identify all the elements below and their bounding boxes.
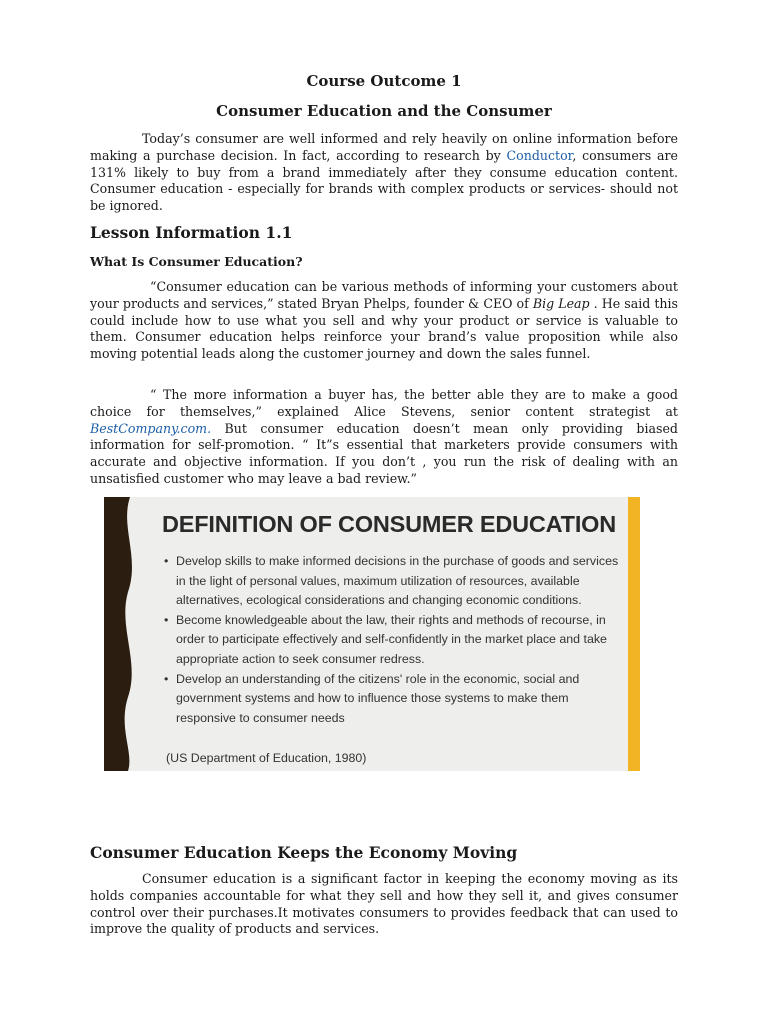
question-heading: What Is Consumer Education? — [90, 254, 303, 269]
figure-bullet-text: Develop an understanding of the citizens' role in the economic, social and government systems and how to influence those systems to make them responsive to consumer needs — [176, 671, 580, 725]
bestcompany-link[interactable]: BestCompany.com. — [90, 420, 212, 436]
course-outcome-heading: Course Outcome 1 — [306, 72, 462, 90]
definition-figure — [104, 497, 640, 771]
figure-bullet-list — [160, 552, 620, 728]
page-subtitle: Consumer Education and the Consumer — [216, 102, 552, 120]
definition-text-1: “Consumer education can be various methods of informing your customers about your products and services,” stated Bryan Phelps, founder & CEO of — [90, 279, 678, 311]
figure-bullet: • Become knowledgeable about the law, their rights and methods of recourse, in order to participate effectively and self-confidently in the market place and take appropriate action to seek consumer redress. — [164, 612, 607, 666]
conductor-link[interactable]: Conductor — [506, 147, 573, 163]
definition-text-2: . He said this could include how to use what you sell and why your product or service is valuable to them. Consumer education helps reinforce your brand’s value proposition while also moving potential leads along the customer journey and down the sales funnel. — [90, 295, 679, 362]
accent-bar — [628, 497, 640, 771]
economy-text: Consumer education is a significant factor in keeping the economy moving as its holds companies accountable for what they sell and how they sell it, and gives consumer control over their purchases.It motivates consumers to provides feedback that can used to improve the quality of products and services. — [90, 871, 678, 937]
figure-bullet: • Develop skills to make informed decisions in the purchase of goods and services in the light of personal values, maximum utilization of resources, available alternatives, ecological considerations and changing economic conditions. — [164, 554, 619, 608]
definition-paragraph — [90, 279, 678, 363]
information-text-1: “ The more information a buyer has, the better able they are to make a good choice for themselves,” explained Alice Stevens, senior content strategist at — [90, 387, 678, 419]
figure-bullet: • Develop an understanding of the citizens' role in the economic, social and government systems and how to influence those systems to make them responsive to consumer needs — [164, 671, 580, 725]
information-paragraph — [90, 387, 678, 488]
economy-paragraph — [90, 871, 678, 938]
economy-heading: Consumer Education Keeps the Economy Moving — [90, 843, 518, 862]
big-leap-name: Big Leap — [532, 295, 590, 311]
intro-text-2: , consumers are 131% likely to buy from a brand immediately after they consume education content. Consumer education - especially for brands with complex products or services- should not be ignored. — [90, 147, 678, 214]
figure-source: (US Department of Education, 1980) — [166, 751, 367, 765]
intro-paragraph — [90, 131, 678, 215]
figure-bullet-text: Become knowledgeable about the law, their rights and methods of recourse, in order to participate effectively and self-confidently in the market place and take appropriate action to seek consumer redress. — [176, 612, 607, 666]
figure-title: DEFINITION OF CONSUMER EDUCATION — [162, 511, 617, 537]
lesson-heading: Lesson Information 1.1 — [90, 223, 293, 242]
wave-border-decoration — [104, 497, 150, 771]
intro-text-1: Today’s consumer are well informed and rely heavily on online information before making a purchase decision. In fact, according to research by — [90, 131, 678, 163]
figure-bullet-text: Develop skills to make informed decisions in the purchase of goods and services in the light of personal values, maximum utilization of resources, available alternatives, ecological considerations and changing economic conditions. — [176, 554, 619, 608]
information-text-2: But consumer education doesn’t mean only providing biased information for self-promotion. “ It”s essential that marketers provide consumers with accurate and objective information. If you don’t , you run the risk of dealing with an unsatisfied customer who may leave a bad review.” — [90, 420, 678, 486]
